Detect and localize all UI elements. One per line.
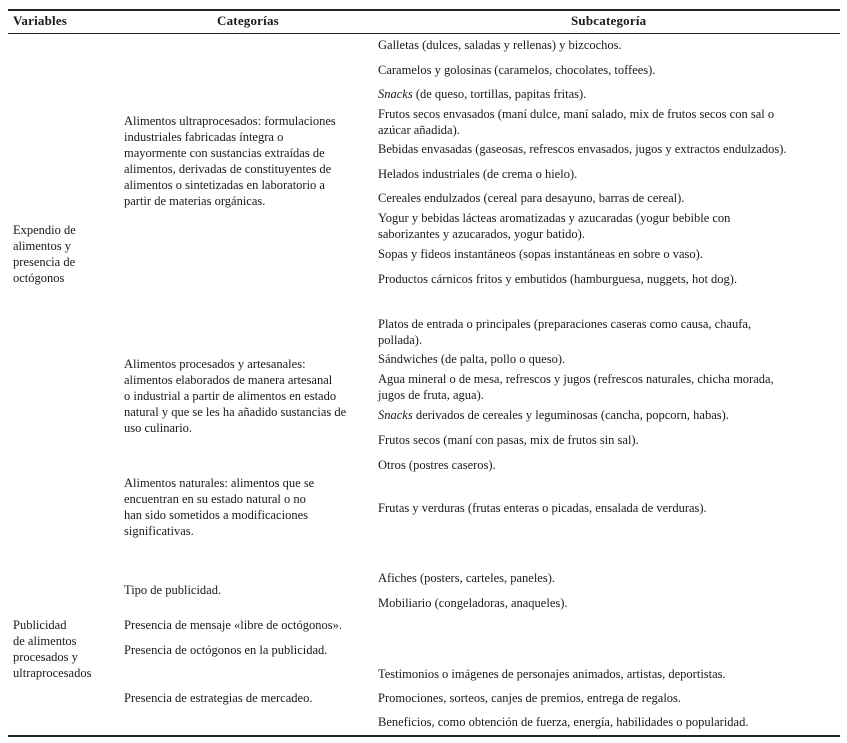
categoria-libre-octogonos: Presencia de mensaje «libre de octógonos». <box>124 618 342 632</box>
sub-otros: Otros (postres caseros). <box>378 458 496 472</box>
sub-promociones: Promociones, sorteos, canjes de premios, entrega de regalos. <box>378 691 682 705</box>
sub-cereales: Cereales endulzados (cereal para desayuno, barras de cereal). <box>378 191 685 205</box>
categoria-naturales: Alimentos naturales: alimentos que se encuentran en su estado natural o no han sido sometidos a modificaciones significativas. <box>124 476 315 538</box>
variable-publicidad: Publicidad de alimentos procesados y ultraprocesados <box>13 618 92 680</box>
sub-snacks <box>378 86 838 102</box>
variable-expendio: Expendio de alimentos y presencia de octógonos <box>13 223 76 285</box>
sub-sopas: Sopas y fideos instantáneos (sopas instantáneas en sobre o vaso). <box>378 247 703 261</box>
sub-carnicos: Productos cárnicos fritos y embutidos (hamburguesa, nuggets, hot dog). <box>378 272 738 286</box>
categoria-octogonos-publicidad: Presencia de octógonos en la publicidad. <box>124 643 328 657</box>
sub-snacks-cereales-italic: Snacks <box>378 408 413 422</box>
sub-agua-refrescos: Agua mineral o de mesa, refrescos y jugos (refrescos naturales, chicha morada, jugos de fruta, agua). <box>378 372 774 402</box>
categoria-ultraprocesados: Alimentos ultraprocesados: formulaciones industriales fabricadas íntegra o mayormente con sustancias extraídas de alimentos, derivadas de constituyentes de alimentos o sintetizadas en laboratorio a partir de materias orgánicas. <box>124 114 336 208</box>
table-top-rule <box>8 9 840 11</box>
categoria-estrategias: Presencia de estrategias de mercadeo. <box>124 691 313 705</box>
sub-afiches: Afiches (posters, carteles, paneles). <box>378 571 556 585</box>
sub-frutos-secos-envasados: Frutos secos envasados (maní dulce, maní salado, mix de frutos secos con sal o azúcar añadida). <box>378 107 775 137</box>
sub-yogur: Yogur y bebidas lácteas aromatizadas y azucaradas (yogur bebible con saborizantes y azucarados, yogur batido). <box>378 211 731 241</box>
sub-platos: Platos de entrada o principales (preparaciones caseras como causa, chaufa, pollada). <box>378 317 752 347</box>
sub-galletas: Galletas (dulces, saladas y rellenas) y bizcochos. <box>378 38 622 52</box>
sub-mobiliario: Mobiliario (congeladoras, anaqueles). <box>378 596 568 610</box>
sub-snacks-cereales-rest: derivados de cereales y leguminosas (cancha, popcorn, habas). <box>412 408 729 422</box>
sub-frutas-verduras: Frutas y verduras (frutas enteras o picadas, ensalada de verduras). <box>378 501 707 515</box>
sub-frutos-secos: Frutos secos (maní con pasas, mix de frutos sin sal). <box>378 433 639 447</box>
categoria-tipo-publicidad: Tipo de publicidad. <box>124 583 222 597</box>
sub-snacks-cereales <box>378 407 838 423</box>
header-rule <box>8 33 840 34</box>
header-subcategoria: Subcategoría <box>571 13 647 28</box>
sub-beneficios: Beneficios, como obtención de fuerza, energía, habilidades o popularidad. <box>378 715 749 729</box>
header-categorias: Categorías <box>217 13 279 28</box>
sub-caramelos: Caramelos y golosinas (caramelos, chocolates, toffees). <box>378 63 656 77</box>
sub-snacks-rest: (de queso, tortillas, papitas fritas). <box>412 87 587 101</box>
sub-testimonios: Testimonios o imágenes de personajes animados, artistas, deportistas. <box>378 667 726 681</box>
sub-helados: Helados industriales (de crema o hielo). <box>378 167 578 181</box>
sub-snacks-italic: Snacks <box>378 87 413 101</box>
sub-sandwiches: Sándwiches (de palta, pollo o queso). <box>378 352 566 366</box>
table-bottom-rule <box>8 735 840 737</box>
categoria-procesados: Alimentos procesados y artesanales: alimentos elaborados de manera artesanal o industrial a partir de alimentos en estado natural y que se les ha añadido sustancias de uso culinario. <box>124 357 347 435</box>
sub-bebidas-envasadas: Bebidas envasadas (gaseosas, refrescos envasados, jugos y extractos endulzados). <box>378 142 787 156</box>
header-variables: Variables <box>13 13 68 28</box>
